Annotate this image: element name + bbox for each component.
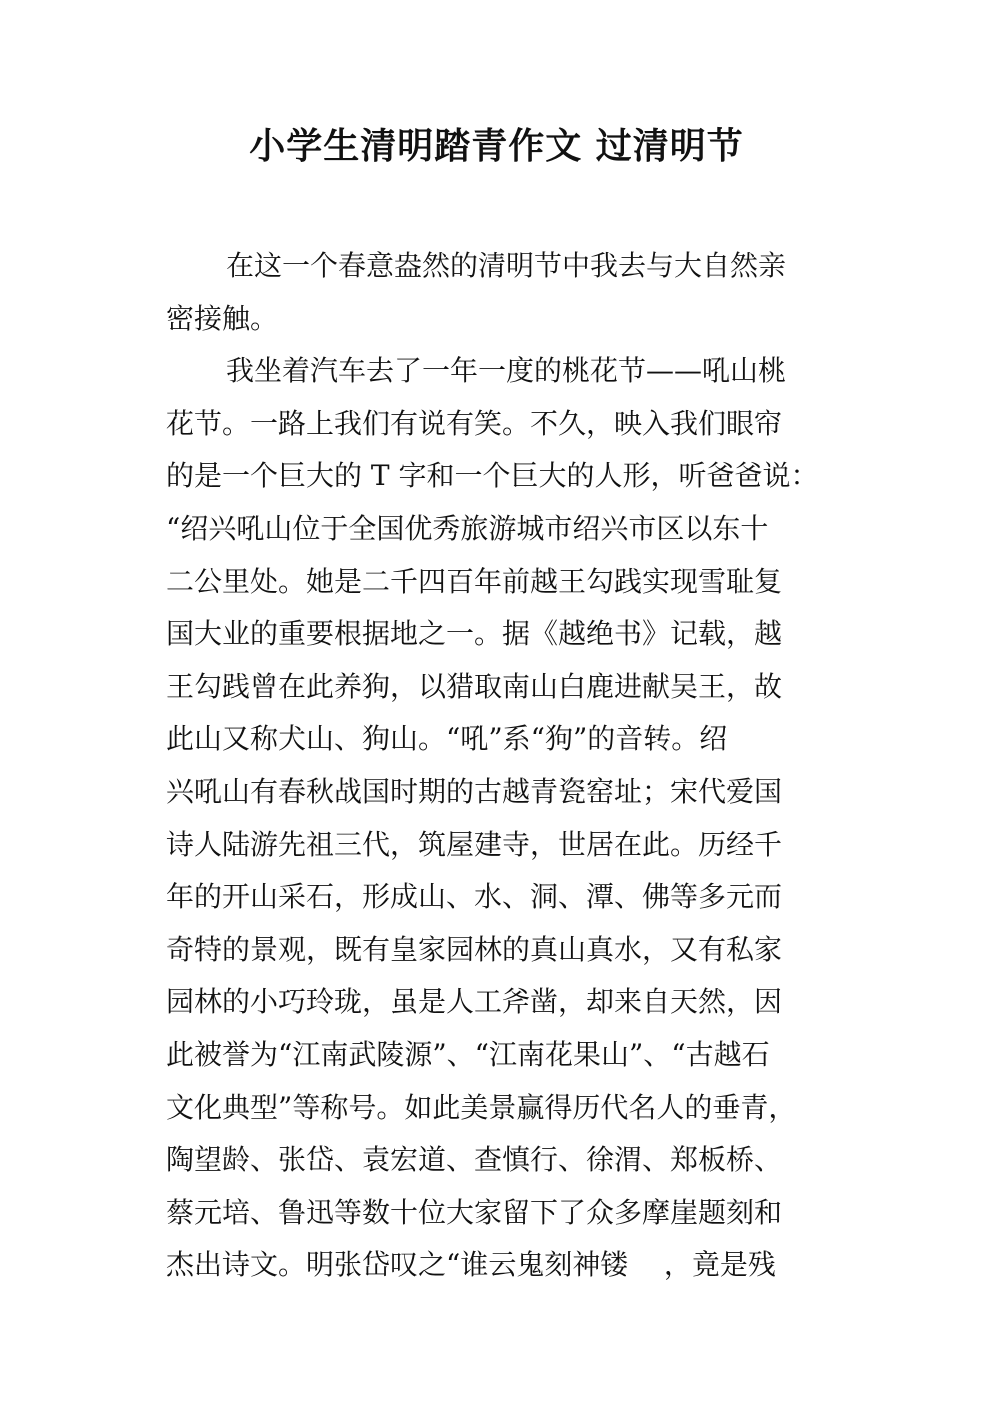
paragraph-line: 二公里处。她是二千四百年前越王勾践实现雪耻复 — [166, 564, 783, 598]
paragraph-line: 年的开山采石，形成山、水、洞、潭、佛等多元而 — [166, 880, 783, 914]
paragraph-line: 我坐着汽车去了一年一度的桃花节——吼山桃 — [226, 354, 787, 388]
paragraph-line: 文化典型”等称号。如此美景赢得历代名人的垂青， — [166, 1090, 797, 1124]
paragraph-line: “绍兴吼山位于全国优秀旅游城市绍兴市区以东十 — [166, 511, 769, 545]
paragraph-line: 园林的小巧玲珑，虽是人工斧凿，却来自天然，因 — [166, 985, 783, 1019]
paragraph-line: 诗人陆游先祖三代，筑屋建寺，世居在此。历经千 — [166, 827, 783, 861]
paragraph-line: 此被誉为“江南武陵源”、“江南花果山”、“古越石 — [166, 1037, 770, 1071]
document-title: 小学生清明踏青作文 过清明节 — [249, 126, 744, 167]
paragraph-line: 国大业的重要根据地之一。据《越绝书》记载，越 — [166, 617, 783, 651]
paragraph-line: 王勾践曾在此养狗，以猎取南山白鹿进献吴王，故 — [166, 669, 783, 703]
paragraph-line: 花节。一路上我们有说有笑。不久，映入我们眼帘 — [166, 406, 783, 440]
paragraph-line: 奇特的景观，既有皇家园林的真山真水，又有私家 — [166, 932, 783, 966]
paragraph-line: 的是一个巨大的 T 字和一个巨大的人形，听爸爸说： — [166, 459, 819, 493]
document-body — [166, 240, 846, 1292]
paragraph-line: 密接触。 — [166, 301, 279, 335]
paragraph-line: 杰出诗文。明张岱叹之“谁云鬼刻神镂 ，竟是残 — [166, 1248, 776, 1282]
paragraph-line: 此山又称犬山、狗山。“吼”系“狗”的音转。绍 — [166, 722, 728, 756]
paragraph-line: 兴吼山有春秋战国时期的古越青瓷窑址；宋代爱国 — [166, 774, 783, 808]
paragraph-line: 蔡元培、鲁迅等数十位大家留下了众多摩崖题刻和 — [166, 1195, 783, 1229]
paragraph-line: 在这一个春意盎然的清明节中我去与大自然亲 — [226, 249, 787, 282]
paragraph-line: 陶望龄、张岱、袁宏道、查慎行、徐渭、郑板桥、 — [166, 1143, 783, 1177]
